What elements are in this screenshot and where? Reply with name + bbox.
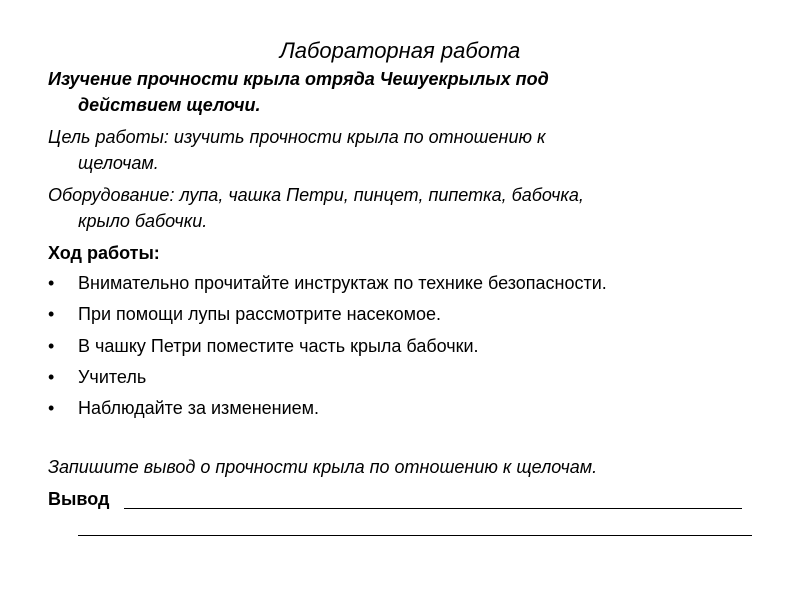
list-item <box>48 301 441 327</box>
conclusion-instruction: Запишите вывод о прочности крыла по отношению к щелочам. <box>48 457 598 477</box>
goal-line-2: щелочам. <box>78 153 159 173</box>
list-item <box>48 333 479 359</box>
equipment-line-1: Оборудование: лупа, чашка Петри, пинцет, пипетка, бабочка, <box>48 185 584 205</box>
page-title: Лабораторная работа <box>279 38 521 63</box>
conclusion-label: Вывод <box>48 489 110 509</box>
list-item-text: При помощи лупы рассмотрите насекомое. <box>78 304 442 324</box>
bullet-icon: • <box>48 398 55 418</box>
goal-line-1: Цель работы: изучить прочности крыла по отношению к <box>48 127 546 147</box>
list-item <box>48 395 319 421</box>
list-item-text: Внимательно прочитайте инструктаж по технике безопасности. <box>78 273 607 293</box>
bullet-icon: • <box>48 336 55 356</box>
topic-line-1: Изучение прочности крыла отряда Чешуекрылых под <box>48 69 549 89</box>
equipment-line-2: крыло бабочки. <box>78 211 208 231</box>
bullet-icon: • <box>48 273 55 293</box>
conclusion-answer-line-2[interactable] <box>78 535 752 536</box>
list-item <box>48 270 607 296</box>
procedure-heading: Ход работы: <box>48 243 160 263</box>
list-item <box>48 364 146 390</box>
topic-line-2: действием щелочи. <box>78 95 261 115</box>
bullet-icon: • <box>48 367 55 387</box>
list-item-text: В чашку Петри поместите часть крыла бабочки. <box>78 336 479 356</box>
list-item-text: Учитель <box>78 367 147 387</box>
bullet-icon: • <box>48 304 55 324</box>
list-item-text: Наблюдайте за изменением. <box>78 398 320 418</box>
conclusion-answer-line-1[interactable] <box>124 508 742 509</box>
